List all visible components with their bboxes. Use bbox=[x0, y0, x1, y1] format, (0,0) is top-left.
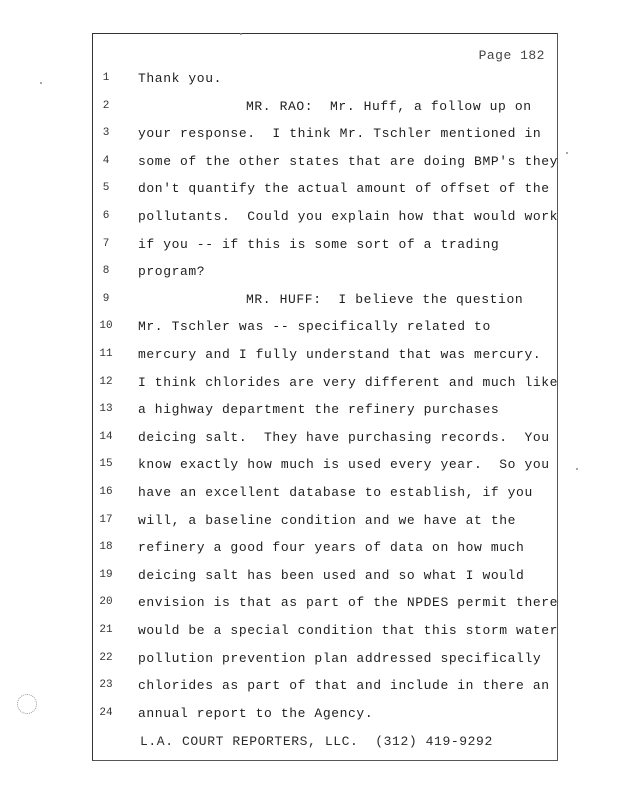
line-number: 14 bbox=[99, 430, 113, 443]
transcript-line: chlorides as part of that and include in there an bbox=[138, 678, 550, 694]
line-number: 2 bbox=[102, 99, 110, 112]
line-number: 21 bbox=[99, 624, 113, 636]
line-number: 13 bbox=[99, 403, 113, 416]
transcript-line: mercury and I fully understand that was mercury. bbox=[138, 347, 542, 362]
court-reporter-footer: L.A. COURT REPORTERS, LLC. (312) 419-9292 bbox=[140, 734, 493, 749]
line-number: 6 bbox=[102, 210, 110, 222]
page-number: Page 182 bbox=[478, 48, 545, 63]
line-number: 1 bbox=[102, 72, 110, 84]
transcript-line: know exactly how much is used every year. So you bbox=[138, 457, 550, 473]
transcript-line: have an excellent database to establish, if you bbox=[138, 485, 533, 500]
transcript-line: MR. HUFF: I believe the question bbox=[246, 291, 524, 307]
transcript-line: don't quantify the actual amount of offset of the bbox=[138, 181, 550, 197]
line-number: 8 bbox=[102, 265, 110, 278]
line-number: 22 bbox=[99, 651, 113, 664]
line-number: 11 bbox=[99, 348, 113, 360]
punch-hole-mark bbox=[17, 694, 37, 714]
transcript-line: program? bbox=[138, 264, 206, 280]
scan-speck bbox=[576, 468, 578, 470]
transcript-line: I think chlorides are very different and much like bbox=[138, 374, 559, 390]
line-number: 12 bbox=[99, 375, 113, 388]
transcript-line: a highway department the refinery purchases bbox=[138, 402, 500, 418]
transcript-line: deicing salt has been used and so what I would bbox=[138, 567, 525, 583]
transcript-line: Mr. Tschler was -- specifically related to bbox=[138, 319, 491, 335]
transcript-line: annual report to the Agency. bbox=[138, 705, 374, 721]
transcript-line: your response. I think Mr. Tschler mentioned in bbox=[138, 126, 542, 142]
transcript-line: will, a baseline condition and we have at the bbox=[138, 512, 517, 528]
transcript-line: MR. RAO: Mr. Huff, a follow up on bbox=[246, 98, 532, 114]
transcript-line: some of the other states that are doing BMP's they bbox=[138, 153, 559, 169]
transcript-line: pollution prevention plan addressed specifically bbox=[138, 650, 542, 666]
line-number: 9 bbox=[102, 292, 110, 305]
scan-speck bbox=[40, 82, 42, 84]
transcript-line: pollutants. Could you explain how that would work bbox=[138, 209, 559, 224]
transcript-line: envision is that as part of the NPDES permit there bbox=[138, 595, 559, 611]
line-number: 17 bbox=[99, 513, 113, 526]
line-number: 7 bbox=[102, 237, 110, 250]
transcript-line: would be a special condition that this storm water bbox=[138, 623, 559, 638]
transcript-line: deicing salt. They have purchasing records. You bbox=[138, 429, 550, 445]
line-number: 15 bbox=[99, 458, 113, 471]
line-number: 10 bbox=[99, 320, 113, 333]
line-number: 23 bbox=[99, 679, 113, 692]
line-number: 20 bbox=[99, 596, 113, 609]
transcript-line: Thank you. bbox=[138, 71, 223, 86]
transcript-line: refinery a good four years of data on how much bbox=[138, 540, 525, 556]
line-number: 24 bbox=[99, 706, 113, 719]
line-number: 5 bbox=[102, 182, 110, 195]
scan-speck bbox=[240, 33, 242, 35]
line-number: 18 bbox=[99, 541, 113, 554]
line-number: 19 bbox=[99, 568, 113, 581]
line-number: 3 bbox=[102, 127, 110, 140]
line-number: 4 bbox=[102, 154, 110, 167]
transcript-line: if you -- if this is some sort of a trading bbox=[138, 236, 500, 252]
line-number: 16 bbox=[99, 486, 113, 498]
scan-speck bbox=[566, 152, 568, 154]
